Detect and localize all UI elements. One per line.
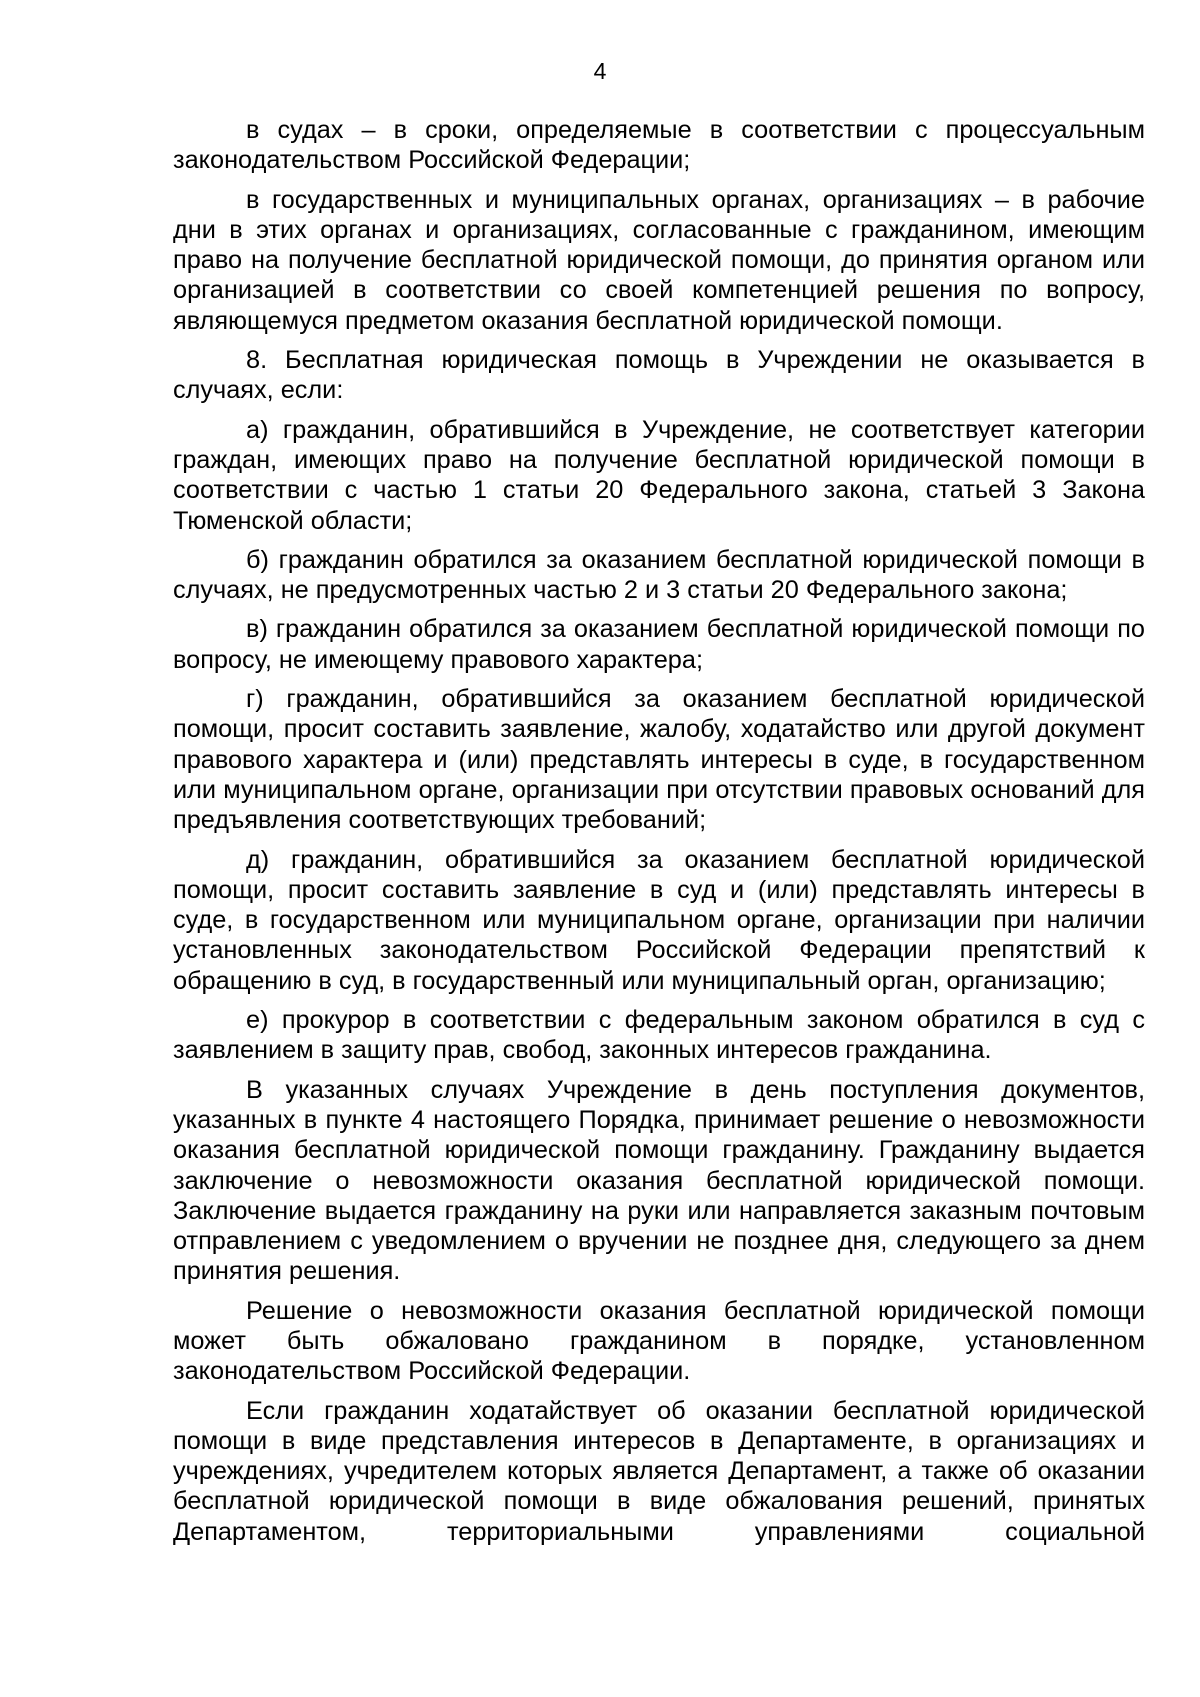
- paragraph-representation-request: Если гражданин ходатайствует об оказании бесплатной юридической помощи в виде представления интересов в Департаменте, в организациях и учреждениях, учредителем которых является Департамент, а также об оказании бесплатной юридической помощи в виде обжалования решений, принятых Департаментом, территориальными управлениями социальной: [173, 1396, 1145, 1546]
- paragraph-courts-deadlines: в судах – в сроки, определяемые в соответствии с процессуальным законодательством Российской Федерации;: [173, 116, 1145, 175]
- paragraph-item-8: 8. Бесплатная юридическая помощь в Учреждении не оказывается в случаях, если:: [173, 346, 1145, 405]
- document-body: [173, 115, 1145, 1547]
- paragraph-state-municipal-deadlines: в государственных и муниципальных органах, организациях – в рабочие дни в этих органах и организациях, согласованные с гражданином, имеющим право на получение бесплатной юридической помощи, до принятия органом или организацией в соответствии со своей компетенцией решения по вопросу, являющемуся предметом оказания бесплатной юридической помощи.: [173, 185, 1145, 335]
- paragraph-appeal: Решение о невозможности оказания бесплатной юридической помощи может быть обжаловано гражданином в порядке, установленном законодательством Российской Федерации.: [173, 1296, 1145, 1386]
- paragraph-subitem-a: а) гражданин, обратившийся в Учреждение, не соответствует категории граждан, имеющих право на получение бесплатной юридической помощи в соответствии с частью 1 статьи 20 Федерального закона, статьей 3 Закона Тюменской области;: [173, 415, 1145, 535]
- paragraph-subitem-g: г) гражданин, обратившийся за оказанием бесплатной юридической помощи, просит составить заявление, жалобу, ходатайство или другой документ правового характера и (или) представлять интересы в суде, в государственном или муниципальном органе, организации при отсутствии правовых оснований для предъявления соответствующих требований;: [173, 685, 1145, 835]
- paragraph-subitem-v: в) гражданин обратился за оказанием бесплатной юридической помощи по вопросу, не имеющему правового характера;: [173, 615, 1145, 674]
- paragraph-subitem-d: д) гражданин, обратившийся за оказанием бесплатной юридической помощи, просит составить заявление в суд и (или) представлять интересы в суде, в государственном или муниципальном органе, организации при наличии установленных законодательством Российской Федерации препятствий к обращению в суд, в государственный или муниципальный орган, организацию;: [173, 845, 1145, 995]
- paragraph-refusal-decision: В указанных случаях Учреждение в день поступления документов, указанных в пункте 4 настоящего Порядка, принимает решение о невозможности оказания бесплатной юридической помощи гражданину. Гражданину выдается заключение о невозможности оказания бесплатной юридической помощи. Заключение выдается гражданину на руки или направляется заказным почтовым отправлением с уведомлением о вручении не позднее дня, следующего за днем принятия решения.: [173, 1075, 1145, 1286]
- paragraph-subitem-b: б) гражданин обратился за оказанием бесплатной юридической помощи в случаях, не предусмотренных частью 2 и 3 статьи 20 Федерального закона;: [173, 545, 1145, 605]
- paragraph-subitem-e: е) прокурор в соответствии с федеральным законом обратился в суд с заявлением в защиту прав, свобод, законных интересов гражданина.: [173, 1006, 1145, 1065]
- page-number: 4: [593, 58, 607, 84]
